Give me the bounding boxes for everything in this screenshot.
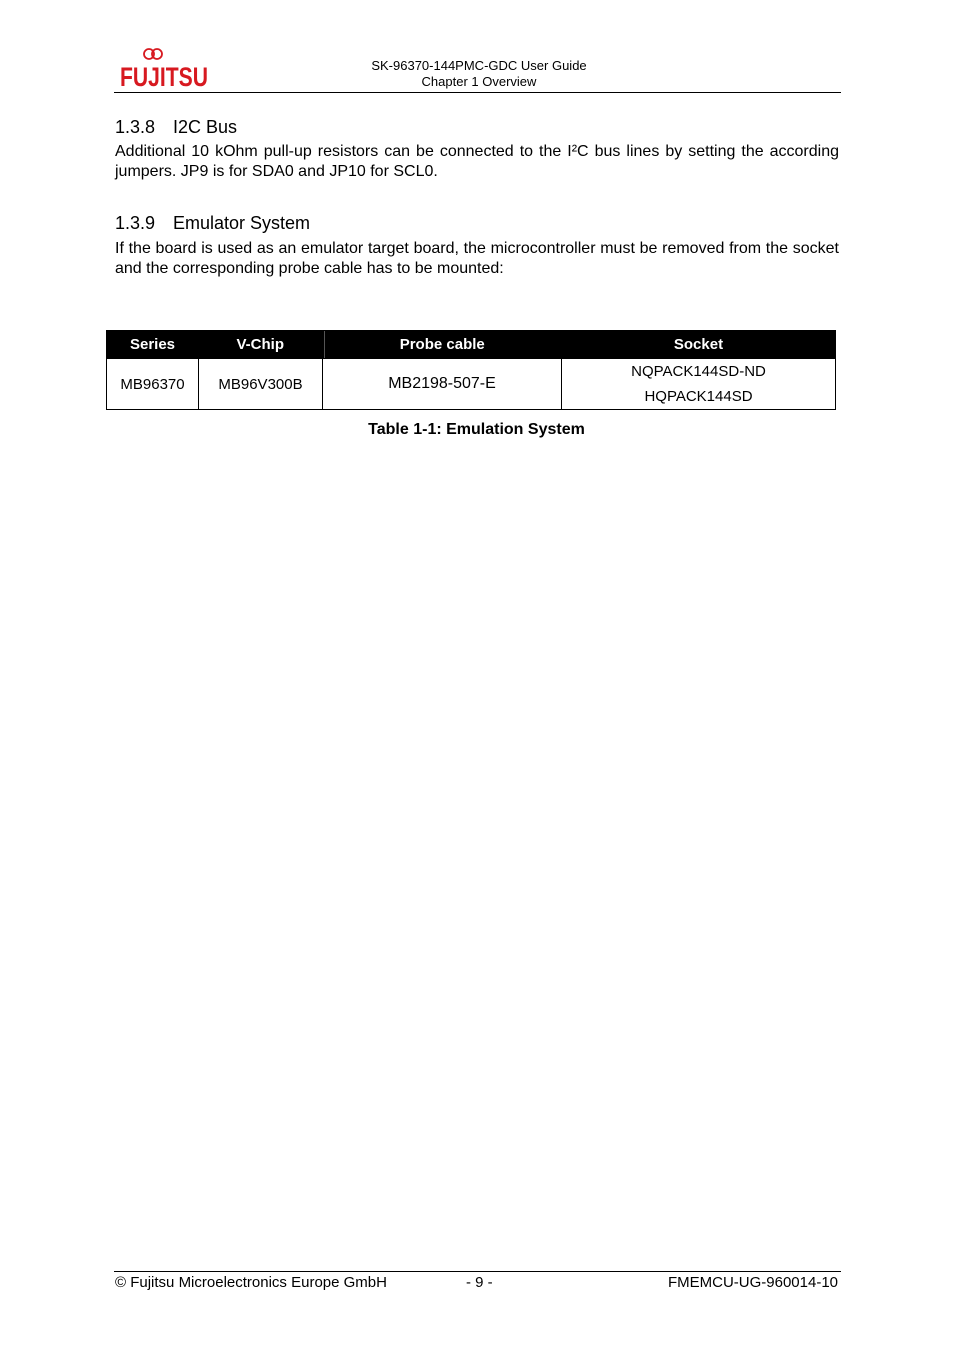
chapter-title: Chapter 1 Overview <box>421 74 537 89</box>
cell-vchip: MB96V300B <box>199 359 323 410</box>
section-number: 1.3.8 <box>115 117 156 137</box>
cell-socket <box>562 359 836 410</box>
socket-item: NQPACK144SD-ND <box>631 363 766 380</box>
section-number: 1.3.9 <box>115 213 156 233</box>
table-row <box>107 359 836 410</box>
socket-item: HQPACK144SD <box>644 388 753 405</box>
footer-doc-id: FMEMCU-UG-960014-10 <box>667 1274 838 1291</box>
footer-divider <box>114 1271 841 1272</box>
header-socket: Socket <box>562 331 836 359</box>
section-title: Emulator System <box>173 213 311 233</box>
cell-series: MB96370 <box>107 359 199 410</box>
section-heading-emulator <box>115 212 310 234</box>
header-series: Series <box>107 331 199 359</box>
fujitsu-logo <box>118 46 214 92</box>
cell-probe-cable: MB2198-507-E <box>323 359 562 410</box>
header-vchip: V-Chip <box>199 331 323 359</box>
logo-text: FUJITSU <box>120 62 208 92</box>
page-number: - 9 - <box>466 1274 493 1291</box>
paragraph-emulator: If the board is used as an emulator target board, the microcontroller must be removed from the socket and the corresponding probe cable has to be mounted: <box>115 240 839 277</box>
table-caption: Table 1-1: Emulation System <box>368 421 585 438</box>
header-probe-cable: Probe cable <box>323 331 562 359</box>
table-header-row <box>107 331 836 359</box>
section-heading-i2c <box>115 116 237 138</box>
doc-title: SK-96370-144PMC-GDC User Guide <box>371 58 587 73</box>
header-divider <box>114 92 841 93</box>
paragraph-i2c: Additional 10 kOhm pull-up resistors can be connected to the I²C bus lines by setting the according jumpers. JP9 is for SDA0 and JP10 for SCL0. <box>115 143 839 180</box>
emulation-table <box>106 330 836 410</box>
footer-copyright: © Fujitsu Microelectronics Europe GmbH <box>115 1274 387 1291</box>
section-title: I2C Bus <box>173 117 238 137</box>
